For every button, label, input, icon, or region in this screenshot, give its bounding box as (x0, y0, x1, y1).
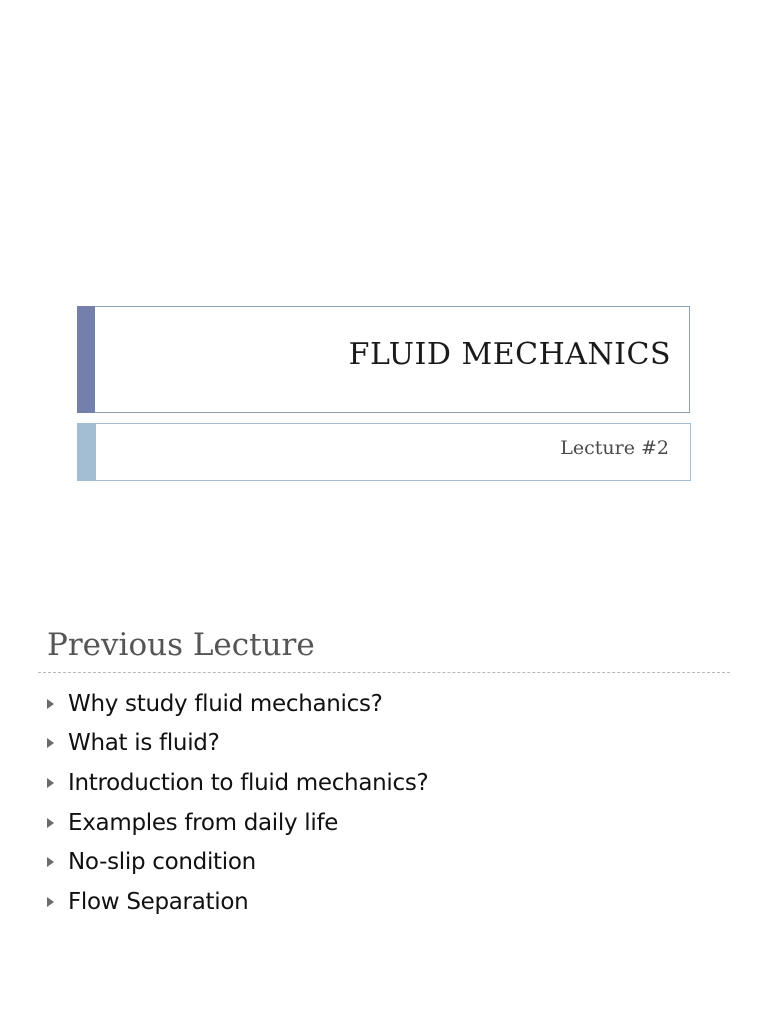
list-item (47, 882, 428, 922)
section-heading: Previous Lecture (47, 627, 315, 663)
subtitle-box (77, 423, 691, 481)
slide-subtitle: Lecture #2 (560, 437, 669, 459)
list-item (47, 842, 428, 882)
title-box (77, 306, 690, 413)
list-item (47, 684, 428, 724)
bullet-text: Why study fluid mechanics? (68, 690, 383, 717)
heading-divider (38, 672, 730, 673)
triangle-right-icon (47, 897, 54, 907)
list-item (47, 724, 428, 764)
bullet-text: Examples from daily life (68, 809, 339, 836)
subtitle-accent-bar (77, 423, 96, 481)
bullet-text: Flow Separation (68, 888, 249, 915)
triangle-right-icon (47, 738, 54, 748)
list-item (47, 763, 428, 803)
triangle-right-icon (47, 857, 54, 867)
triangle-right-icon (47, 818, 54, 828)
slide-title: FLUID MECHANICS (348, 337, 671, 372)
bullet-list (47, 684, 428, 922)
list-item (47, 803, 428, 843)
triangle-right-icon (47, 778, 54, 788)
bullet-text: No-slip condition (68, 849, 256, 876)
bullet-text: What is fluid? (68, 730, 220, 757)
bullet-text: Introduction to fluid mechanics? (68, 769, 429, 796)
title-accent-bar (77, 306, 95, 413)
triangle-right-icon (47, 699, 54, 709)
